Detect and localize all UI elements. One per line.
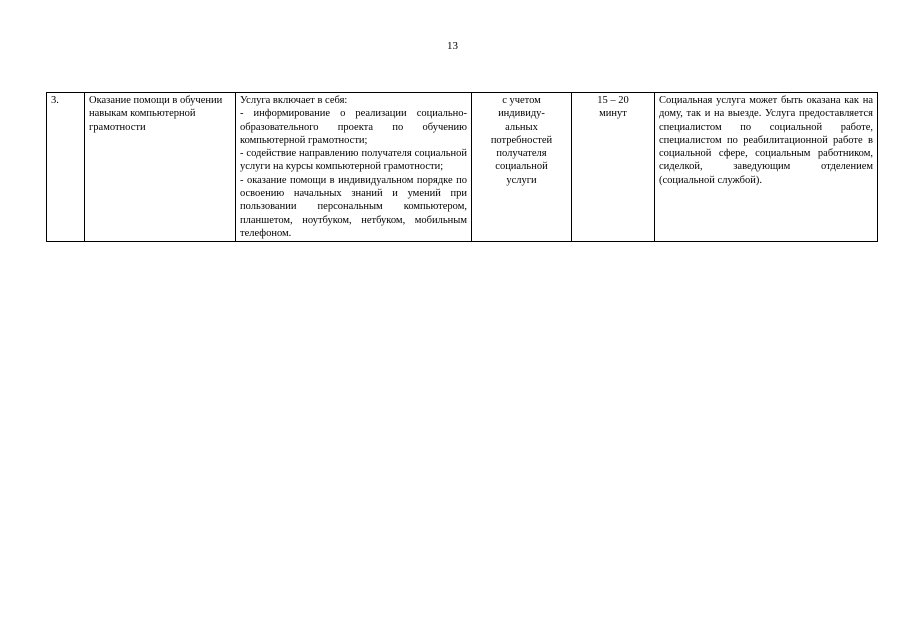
duration-line: минут <box>599 108 627 120</box>
volume-line: услуги <box>506 174 537 186</box>
service-name: Оказание помощи в обучении навыкам компьютерной грамотности <box>89 95 223 133</box>
volume-line: потребностей <box>490 134 553 146</box>
volume-line: альных <box>505 121 538 133</box>
service-conditions: Социальная услуга может быть оказана как на дому, так и на выезде. Услуга предоставляется специалистом по социальной работе, специалистом по реабилитационной работе в социальной сфере, социальным работником, сиделкой, заведующим отделением (социальной службой). <box>659 95 873 186</box>
services-table <box>46 92 878 242</box>
page-number: 13 <box>447 40 458 52</box>
service-conditions-cell <box>655 93 878 242</box>
row-index: 3. <box>51 95 59 106</box>
description-intro: Услуга включает в себя: <box>240 95 348 106</box>
volume-line: получателя <box>496 148 547 160</box>
row-index-cell <box>47 93 85 242</box>
service-description-cell <box>236 93 472 242</box>
description-item: - оказание помощи в индивидуальном порядке по освоению начальных знаний и умений при пользовании персональным компьютером, планшетом, ноутбуком, нетбуком, мобильным телефоном. <box>240 174 467 239</box>
description-item: - информирование о реализации социально-образовательного проекта по обучению компьютерной грамотности; <box>240 108 467 146</box>
table-row <box>47 93 878 242</box>
volume-line: индивиду- <box>498 108 545 120</box>
description-item: - содействие направлению получателя социальной услуги на курсы компьютерной грамотности; <box>240 148 467 173</box>
service-name-cell <box>85 93 236 242</box>
volume-line: с учетом <box>502 95 541 106</box>
volume-line: социальной <box>495 161 548 173</box>
duration-line: 15 – 20 <box>597 95 629 106</box>
service-volume-cell <box>472 93 572 242</box>
service-duration-cell <box>572 93 655 242</box>
